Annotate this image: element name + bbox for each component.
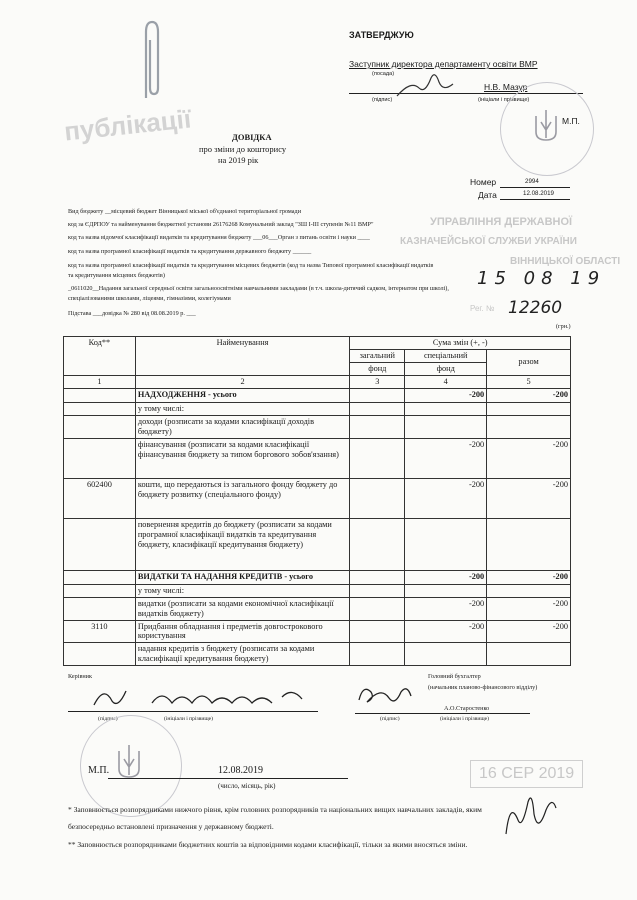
row-name: кошти, що передаються із загального фонду бюджету до бюджету розвитку (спеціального фонду) <box>135 478 350 518</box>
basis-line: Підстава ___довідка № 280 від 08.08.2019 р. ___ <box>68 310 196 317</box>
local-program-line: код та назва програмної класифікації видатків та кредитування місцевих бюджетів (код та назва Типової програмної класифікації видатків <box>68 262 434 269</box>
accountant-sig-caption: (підпис) <box>380 716 400 722</box>
row-code: 602400 <box>64 478 136 518</box>
row-general-fund <box>350 415 405 438</box>
departmental-line: код та назва відомчої класифікації видатків та кредитування бюджету ___06___Орган з питань освіти і науки ____ <box>68 234 370 241</box>
treasury-stamp-line-1: УПРАВЛІННЯ ДЕРЖАВНОЇ <box>430 216 573 228</box>
table-body <box>64 388 571 666</box>
row-name: у тому числі: <box>135 584 350 597</box>
table-row <box>64 388 571 402</box>
row-special-fund: -200 <box>405 570 487 584</box>
unit-label: (грн.) <box>556 323 571 330</box>
row-code <box>64 388 136 402</box>
row-general-fund <box>350 584 405 597</box>
registration-label: Рег. № <box>470 304 495 313</box>
edrpou-line: код за ЄДРПОУ та найменування бюджетної установи 26176268 Комунальний заклад "ЗШ І-ІІІ ступенів №11 ВМР" <box>68 221 374 228</box>
row-name: Придбання обладнання і предметів довгострокового користування <box>135 620 350 643</box>
changes-table <box>63 336 571 666</box>
row-general-fund <box>350 388 405 402</box>
position-caption: (посада) <box>372 71 395 77</box>
colnum-5: 5 <box>487 375 571 388</box>
row-total <box>487 643 571 666</box>
bleed-through-text: публікації <box>62 103 193 147</box>
program-code-line-2: спеціалізованими школами, ліцеями, гімназіями, колегіумами <box>68 295 231 302</box>
row-special-fund <box>405 415 487 438</box>
header-general-fund-2: фонд <box>350 362 405 375</box>
date-caption: (число, місяць, рік) <box>218 782 276 790</box>
number-value: 2994 <box>525 178 539 185</box>
colnum-4: 4 <box>405 375 487 388</box>
table-row <box>64 620 571 643</box>
paperclip-icon <box>140 18 164 108</box>
row-general-fund <box>350 438 405 478</box>
table-row <box>64 438 571 478</box>
colnum-3: 3 <box>350 375 405 388</box>
row-special-fund <box>405 643 487 666</box>
approval-seal-mark: М.П. <box>562 116 580 126</box>
accountant-signature <box>355 680 415 710</box>
approval-heading: ЗАТВЕРДЖУЮ <box>349 30 414 40</box>
row-name: ВИДАТКИ ТА НАДАННЯ КРЕДИТІВ - усього <box>135 570 350 584</box>
table-row <box>64 597 571 620</box>
table-row <box>64 402 571 415</box>
header-code: Код** <box>64 337 136 376</box>
row-total: -200 <box>487 478 571 518</box>
row-code <box>64 438 136 478</box>
header-special-fund-2: фонд <box>405 362 487 375</box>
colnum-2: 2 <box>135 375 350 388</box>
row-general-fund <box>350 570 405 584</box>
row-name: НАДХОДЖЕННЯ - усього <box>135 388 350 402</box>
table-row <box>64 478 571 518</box>
seal-mark: М.П. <box>88 765 110 776</box>
head-signature <box>92 683 312 713</box>
header-name: Найменування <box>135 337 350 376</box>
date-value: 12.08.2019 <box>523 190 554 197</box>
footnote-1b: безпосередньо встановлені призначення у державному бюджеті. <box>68 822 274 831</box>
date-label: Дата <box>478 190 497 200</box>
accountant-label: Головний бухгалтер <box>428 673 481 680</box>
row-special-fund: -200 <box>405 478 487 518</box>
row-code <box>64 597 136 620</box>
table-row <box>64 570 571 584</box>
approver-position: Заступник директора департаменту освіти ВМР <box>349 59 538 69</box>
header-sum: Сума змін (+, -) <box>350 337 571 350</box>
row-special-fund <box>405 518 487 570</box>
table-row <box>64 584 571 597</box>
head-name-caption: (ініціали і прізвище) <box>164 716 214 722</box>
approver-signature <box>395 72 455 102</box>
doc-title: ДОВІДКА <box>232 132 272 142</box>
row-code: 3110 <box>64 620 136 643</box>
row-special-fund: -200 <box>405 388 487 402</box>
header-special-fund <box>405 349 487 362</box>
row-special-fund: -200 <box>405 438 487 478</box>
table-row <box>64 643 571 666</box>
row-code <box>64 643 136 666</box>
approver-name: Н.В. Мазур <box>484 82 528 92</box>
doc-year: на 2019 рік <box>218 155 259 165</box>
row-total <box>487 518 571 570</box>
sign-date: 12.08.2019 <box>218 765 263 776</box>
row-name: видатки (розписати за кодами економічної класифікації видатків бюджету) <box>135 597 350 620</box>
state-program-line: код та назва програмної класифікації видатків та кредитування державного бюджету ______ <box>68 248 312 255</box>
row-total: -200 <box>487 388 571 402</box>
control-signature <box>500 790 560 840</box>
local-program-line-2: та кредитування місцевих бюджетів) <box>68 272 165 279</box>
footnote-1: * Заповнюється розпорядниками нижчого рівня, крім головних розпорядників та національних вищих навчальних закладів, яким <box>68 805 482 814</box>
row-total <box>487 415 571 438</box>
header-special-fund-1: спеціальний <box>423 350 468 360</box>
program-code-line: _0611020__Надання загальної середньої освіти загальноосвітніми навчальними закладами (в т.ч. школа-дитячий садком, інтернатом при школі), <box>68 285 449 292</box>
header-general-fund-1: загальний <box>359 350 395 360</box>
registration-number-handwritten: 12260 <box>508 298 563 318</box>
received-stamp-date: 16 СЕР 2019 <box>470 760 583 788</box>
colnum-1: 1 <box>64 375 136 388</box>
row-code <box>64 415 136 438</box>
row-total: -200 <box>487 438 571 478</box>
row-special-fund <box>405 402 487 415</box>
accountant-name-caption: (ініціали і прізвище) <box>440 716 490 722</box>
row-general-fund <box>350 402 405 415</box>
row-total: -200 <box>487 620 571 643</box>
trident-emblem-icon <box>532 108 560 146</box>
table-row <box>64 518 571 570</box>
footnote-2: ** Заповнюється розпорядниками бюджетних коштів за відповідними кодами класифікації, тільки за якими вносяться зміни. <box>68 840 468 849</box>
row-general-fund <box>350 597 405 620</box>
budget-type: Вид бюджету __місцевий бюджет Вінницької міської об'єднаної територіальної громади <box>68 208 302 215</box>
row-general-fund <box>350 518 405 570</box>
row-name: фінансування (розписати за кодами класифікації фінансування бюджету за типом боргового зобов'язання) <box>135 438 350 478</box>
row-total <box>487 584 571 597</box>
row-special-fund: -200 <box>405 597 487 620</box>
row-general-fund <box>350 620 405 643</box>
registration-date-handwritten: 15 08 19 <box>477 268 606 289</box>
row-code <box>64 518 136 570</box>
row-code <box>64 402 136 415</box>
treasury-stamp-line-2: КАЗНАЧЕЙСЬКОЇ СЛУЖБИ УКРАЇНИ <box>400 236 577 247</box>
head-sig-caption: (підпис) <box>98 716 118 722</box>
header-general-fund <box>350 349 405 362</box>
row-total: -200 <box>487 597 571 620</box>
row-special-fund: -200 <box>405 620 487 643</box>
row-name: надання кредитів з бюджету (розписати за кодами класифікації кредитування бюджету) <box>135 643 350 666</box>
row-name: повернення кредитів до бюджету (розписати за кодами програмної класифікації видатків та кредитування бюджету, класифікації кредитування бюджету) <box>135 518 350 570</box>
row-total: -200 <box>487 570 571 584</box>
header-total: разом <box>487 349 571 375</box>
head-label: Керівник <box>68 673 93 680</box>
row-code <box>64 570 136 584</box>
row-name: доходи (розписати за кодами класифікації доходів бюджету) <box>135 415 350 438</box>
row-general-fund <box>350 643 405 666</box>
number-label: Номер <box>470 177 497 187</box>
table-row <box>64 415 571 438</box>
row-general-fund <box>350 478 405 518</box>
row-total <box>487 402 571 415</box>
trident-emblem-icon <box>115 743 143 783</box>
accountant-sub: (начальник планово-фінансового відділу) <box>428 684 538 691</box>
row-name: у тому числі: <box>135 402 350 415</box>
accountant-name: А.О.Старостенко <box>444 705 490 712</box>
doc-subtitle: про зміни до кошторису <box>199 144 287 154</box>
signature-caption: (підпис) <box>372 97 393 103</box>
row-code <box>64 584 136 597</box>
treasury-stamp-line-3: ВІННИЦЬКОЇ ОБЛАСТІ <box>510 256 621 267</box>
row-special-fund <box>405 584 487 597</box>
initials-caption: (ініціали і прізвище) <box>478 97 530 103</box>
